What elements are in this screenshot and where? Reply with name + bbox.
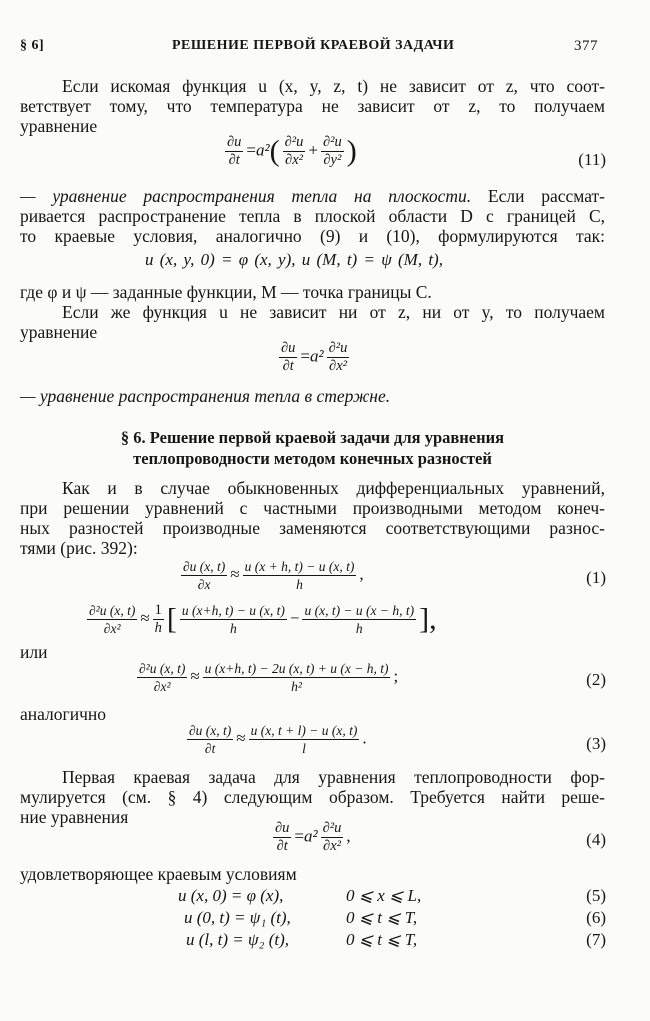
paragraph-4: Если же функция u не зависит ни от z, ни от y, то получаем уравнение <box>20 302 605 342</box>
equation-4: $\frac{\partial u}{\partial t}$ =a² $\frac{\text{∂²u}}{\text{∂x²}}$ , <box>275 820 351 854</box>
equation-3: $\frac{\partial u (x, t)}{\partial t}$ ≈ $\frac{u (x, t + l) - u (x, t)}{l}$ . <box>189 723 367 756</box>
equation-number-4: (4) <box>586 830 606 849</box>
equation-number-11: (11) <box>578 150 606 169</box>
header-section: § 6] <box>20 38 45 53</box>
condition-5-lhs: u (x, 0) = φ (x), <box>178 886 284 905</box>
equation-2: $\frac{\text{∂²u (x, t)}}{\text{∂x²}}$ ≈ $\frac{u (x+h, t) - 2u (x, t) + u (x - h, t)}{\text{h²}}$ ; <box>139 661 399 694</box>
page-number: 377 <box>574 38 598 54</box>
word-or: или <box>20 642 48 662</box>
section-title: § 6. Решение первой краевой задачи для уравнения теплопроводности методом конечных разностей <box>120 428 505 468</box>
condition-7-lhs: u (l, t) = ψ₂ (t), <box>186 930 290 949</box>
paragraph-2: — уравнение распространения тепла на плоскости. Если рассмат- ривается распространение тепла в плоской области D с границей C, то краевые условия, аналогично (9) и (10), формулируются так: <box>20 186 605 246</box>
equation-number-3: (3) <box>586 734 606 753</box>
equation-number-5: (5) <box>586 886 606 905</box>
equation-number-1: (1) <box>586 568 606 587</box>
running-title: РЕШЕНИЕ ПЕРВОЙ КРАЕВОЙ ЗАДАЧИ <box>172 38 455 53</box>
equation-11: $\frac{\partial u}{\partial t}$ =a²( $\frac{\text{∂²u}}{\text{∂x²}}$ + $\frac{\text{∂²u}}{\text{∂y²}}$ ) <box>227 134 357 168</box>
equation-1-second: $\frac{\text{∂²u (x, t)}}{\text{∂x²}}$ ≈ $\frac{1}{h}$ [ $\frac{u (x+h, t) - u (x, t)}{h}$ − $\frac{u (x, t) - u (x - h, t)}{h}$ ], <box>89 602 437 636</box>
equation-number-6: (6) <box>586 908 606 927</box>
condition-6-rhs: 0 ⩽ t ⩽ T, <box>346 908 418 927</box>
condition-6-lhs: u (0, t) = ψ₁ (t), <box>184 908 291 927</box>
equation-number-7: (7) <box>586 930 606 949</box>
paragraph-1: Если искомая функция u (x, y, z, t) не зависит от z, что соот- ветствует тому, что температура не зависит от z, то получаем уравнение <box>20 76 605 136</box>
paragraph-5: — уравнение распространения тепла в стержне. <box>20 386 391 406</box>
paragraph-6: Как и в случае обыкновенных дифференциальных уравнений, при решении уравнений с частными производными методом конеч- ных разностей производные заменяются соответствующими разнос- тями (рис. 392): <box>20 478 605 558</box>
word-analogously: аналогично <box>20 704 106 724</box>
paragraph-8: удовлетворяющее краевым условиям <box>20 864 297 884</box>
paragraph-3: где φ и ψ — заданные функции, M — точка границы C. <box>20 282 432 302</box>
equation-number-2: (2) <box>586 670 606 689</box>
paragraph-7: Первая краевая задача для уравнения теплопроводности фор- мулируется (см. § 4) следующим образом. Требуется найти реше- ние уравнения <box>20 767 605 827</box>
boundary-conditions-plane: u (x, y, 0) = φ (x, y), u (M, t) = ψ (M, t), <box>145 250 443 269</box>
equation-rod: $\frac{\partial u}{\partial t}$ =a² $\frac{\text{∂²u}}{\text{∂x²}}$ <box>281 340 348 374</box>
condition-7-rhs: 0 ⩽ t ⩽ T, <box>346 930 418 949</box>
equation-1-first: $\frac{\partial u (x, t)}{\partial x}$ ≈ $\frac{u (x + h, t) - u (x, t)}{h}$ , <box>183 559 364 592</box>
condition-5-rhs: 0 ⩽ x ⩽ L, <box>346 886 422 905</box>
